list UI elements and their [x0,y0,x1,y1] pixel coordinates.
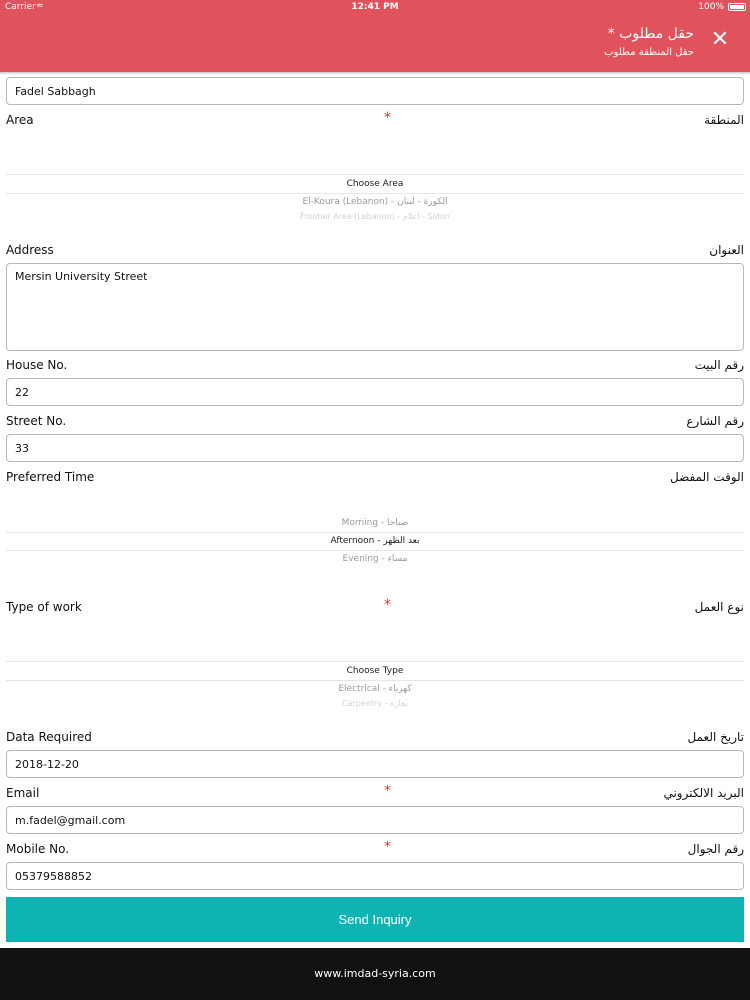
picker-option[interactable]: Choose Type [346,666,404,676]
house-no-label-ar: رقم البيت [694,358,744,372]
picker-option[interactable]: Evening - مساء [342,554,408,564]
picker-option[interactable]: Choose Area [346,179,404,189]
email-label-ar: البريد الالكتروني [663,786,744,800]
name-field[interactable]: Fadel Sabbagh [6,77,744,105]
status-bar [0,0,750,14]
error-banner [0,14,750,72]
email-required-marker: * [384,783,391,799]
mobile-label-en: Mobile No. [6,842,70,856]
street-no-label-ar: رقم الشارع [686,414,744,428]
area-picker[interactable] [6,170,744,230]
address-label-en: Address [6,243,54,257]
date-required-label-en: Data Required [6,730,92,744]
carrier-label: Carrier [5,2,36,12]
house-no-field[interactable]: 22 [6,378,744,406]
picker-option[interactable]: El-Koura (Lebanon) - الكورة - لبنان [302,197,448,207]
area-required-marker: * [384,110,391,126]
battery-percent: 100% [698,2,724,12]
preferred-time-label-ar: الوقت المفضل [669,470,744,484]
street-no-field[interactable]: 33 [6,434,744,462]
banner-subtitle: حقل المنطقة مطلوب [604,47,694,58]
mobile-label-ar: رقم الجوال [687,842,744,856]
type-required-marker: * [384,597,391,613]
type-of-work-label-en: Type of work [6,600,82,614]
area-label-ar: المنطقة [704,113,744,127]
picker-line [6,532,744,533]
mobile-required-marker: * [384,839,391,855]
status-time: 12:41 PM [351,2,399,12]
date-required-field[interactable]: 2018-12-20 [6,750,744,778]
address-label-ar: العنوان [709,243,744,257]
picker-option[interactable]: Morning - صباحا [341,518,409,528]
area-label-en: Area [6,113,34,127]
picker-line [6,661,744,662]
picker-line [6,680,744,681]
picker-option[interactable]: Electrical - كهرباء [338,684,412,694]
picker-line [6,193,744,194]
picker-option[interactable]: Carpentry - نجارة [342,699,408,708]
picker-line [6,174,744,175]
street-no-label-en: Street No. [6,414,67,428]
battery-icon [728,3,746,11]
footer [0,948,750,1000]
date-required-label-ar: تاريخ العمل [687,730,744,744]
mobile-field[interactable]: 05379588852 [6,862,744,890]
banner-title: حقل مطلوب * [607,26,694,42]
wifi-icon: ≈ [36,1,44,11]
address-textarea[interactable]: Mersin University Street [6,263,744,351]
type-of-work-label-ar: نوع العمل [694,600,744,614]
send-inquiry-button[interactable]: Send Inquiry [6,897,744,942]
type-of-work-picker[interactable] [6,657,744,715]
banner-shadow [0,72,750,75]
preferred-time-picker[interactable] [6,515,744,570]
email-label-en: Email [6,786,40,800]
close-icon[interactable]: ✕ [710,27,730,52]
picker-option[interactable]: Frontier Area (Lebanon) - أعلام - Sidon [300,212,450,221]
footer-url[interactable]: www.imdad-syria.com [314,967,436,980]
preferred-time-label-en: Preferred Time [6,470,95,484]
picker-option[interactable]: Afternoon - بعد الظهر [330,536,420,546]
email-field[interactable]: m.fadel@gmail.com [6,806,744,834]
picker-line [6,550,744,551]
house-no-label-en: House No. [6,358,68,372]
